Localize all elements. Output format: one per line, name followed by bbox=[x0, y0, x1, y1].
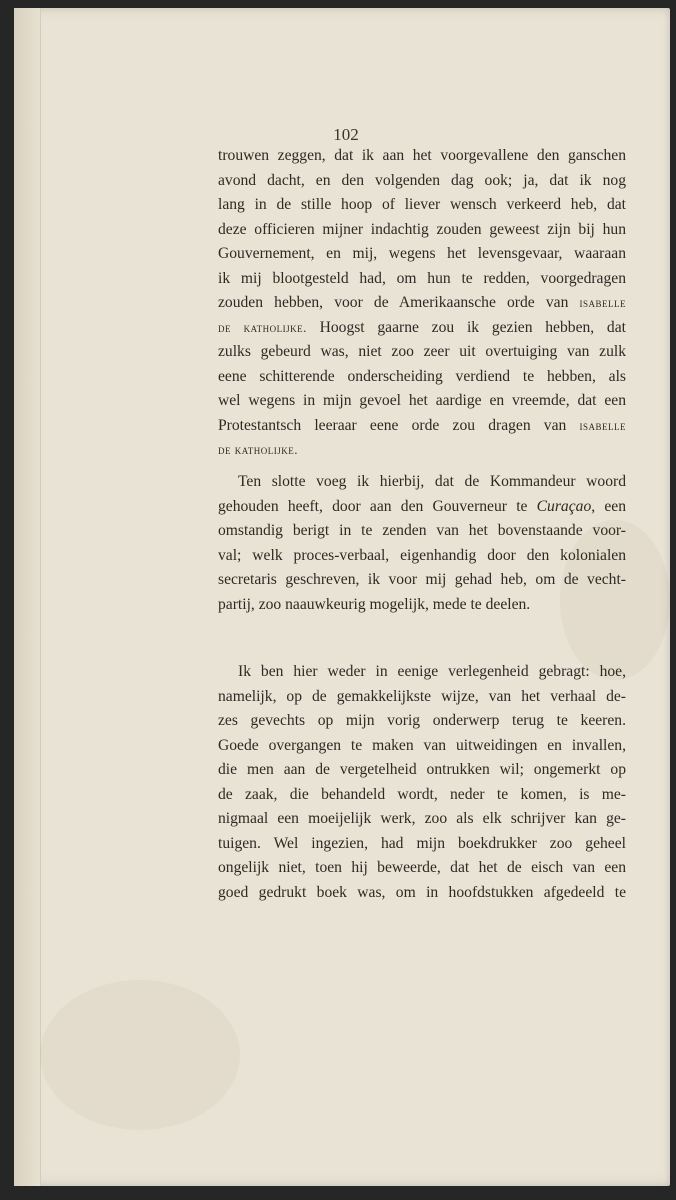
smallcaps-name: de katholijke. bbox=[218, 319, 307, 335]
text-line: tuigen. Wel ingezien, had mijn boekdrukker zoo geheel bbox=[218, 834, 626, 852]
text-line: zulks gebeurd was, niet zoo zeer uit overtuiging van zulk bbox=[218, 343, 626, 360]
text-line: lang in de stille hoop of liever wensch verkeerd heb, dat bbox=[218, 196, 626, 213]
text-line bbox=[218, 438, 626, 463]
text-line: de zaak, die behandeld wordt, neder te komen, is me- bbox=[218, 785, 626, 803]
text-line: namelijk, op de gemakkelijkste wijze, van het verhaal de- bbox=[218, 687, 626, 705]
paragraph-3 bbox=[218, 660, 626, 905]
text-line: Ten slotte voeg ik hierbij, dat de Kommandeur woord bbox=[238, 473, 626, 490]
text-line: secretaris geschreven, ik voor mij gehad heb, om de vecht- bbox=[218, 571, 626, 588]
text-line: Ik ben hier weder in eenige verlegenheid gebragt: hoe, bbox=[238, 663, 626, 680]
text-line: Goede overgangen te maken van uitweidingen en invallen, bbox=[218, 736, 626, 754]
text-line: val; welk proces-verbaal, eigenhandig door den kolonialen bbox=[218, 546, 626, 564]
text-segment: Protestantsch leeraar eene orde zou dragen van bbox=[218, 416, 580, 434]
text-line: omstandig berigt in te zenden van het bovenstaande voor- bbox=[218, 522, 626, 539]
paragraph-2 bbox=[218, 470, 626, 617]
paragraph-1 bbox=[218, 144, 626, 463]
text-segment: gehouden heeft, door aan den Gouverneur te bbox=[218, 497, 537, 515]
page-number: 102 bbox=[333, 125, 359, 144]
text-line bbox=[218, 316, 626, 341]
text-segment: zouden hebben, voor de Amerikaansche orde van bbox=[218, 294, 580, 311]
text-line: zes gevechts op mijn vorig onderwerp terug te keeren. bbox=[218, 712, 626, 729]
smallcaps-name: isabelle bbox=[579, 295, 626, 310]
text-segment: Hoogst gaarne zou ik gezien hebben, dat bbox=[306, 318, 626, 336]
text-line: eene schitterende onderscheiding verdiend te hebben, als bbox=[218, 367, 626, 385]
smallcaps-name: isabelle bbox=[579, 417, 626, 433]
text-line: Gouvernement, en mij, wegens het levensgevaar, waaraan bbox=[218, 245, 626, 262]
text-line: partij, zoo naauwkeurig mogelijk, mede te deelen. bbox=[218, 595, 531, 613]
text-line: avond dacht, en den volgenden dag ook; ja, dat ik nog bbox=[218, 171, 626, 189]
text-line: deze officieren mijner indachtig zouden geweest zijn bij hun bbox=[218, 220, 626, 238]
text-line: ongelijk niet, toen hij beweerde, dat het de eisch van een bbox=[218, 859, 626, 876]
text-line: trouwen zeggen, dat ik aan het voorgevallene den ganschen bbox=[218, 147, 626, 164]
text-line bbox=[218, 495, 626, 520]
text-line: goed gedrukt boek was, om in hoofdstukken afgedeeld te bbox=[218, 883, 626, 901]
page-gutter-edge bbox=[14, 8, 41, 1186]
text-line bbox=[218, 291, 626, 316]
italic-place-name: Curaçao bbox=[536, 497, 592, 515]
text-line bbox=[218, 414, 626, 439]
text-segment: , een bbox=[591, 497, 626, 515]
text-line: die men aan de vergetelheid ontrukken wil; ongemerkt op bbox=[218, 761, 626, 778]
text-line: ik mij blootgesteld had, om hun te redden, voorgedragen bbox=[218, 269, 626, 287]
text-line: wel wegens in mijn gevoel het aardige en vreemde, dat een bbox=[218, 392, 626, 409]
text-line: nigmaal een moeijelijk werk, zoo als elk schrijver kan ge- bbox=[218, 810, 626, 827]
paper-stain bbox=[40, 980, 240, 1130]
smallcaps-name: de katholijke. bbox=[218, 442, 298, 457]
